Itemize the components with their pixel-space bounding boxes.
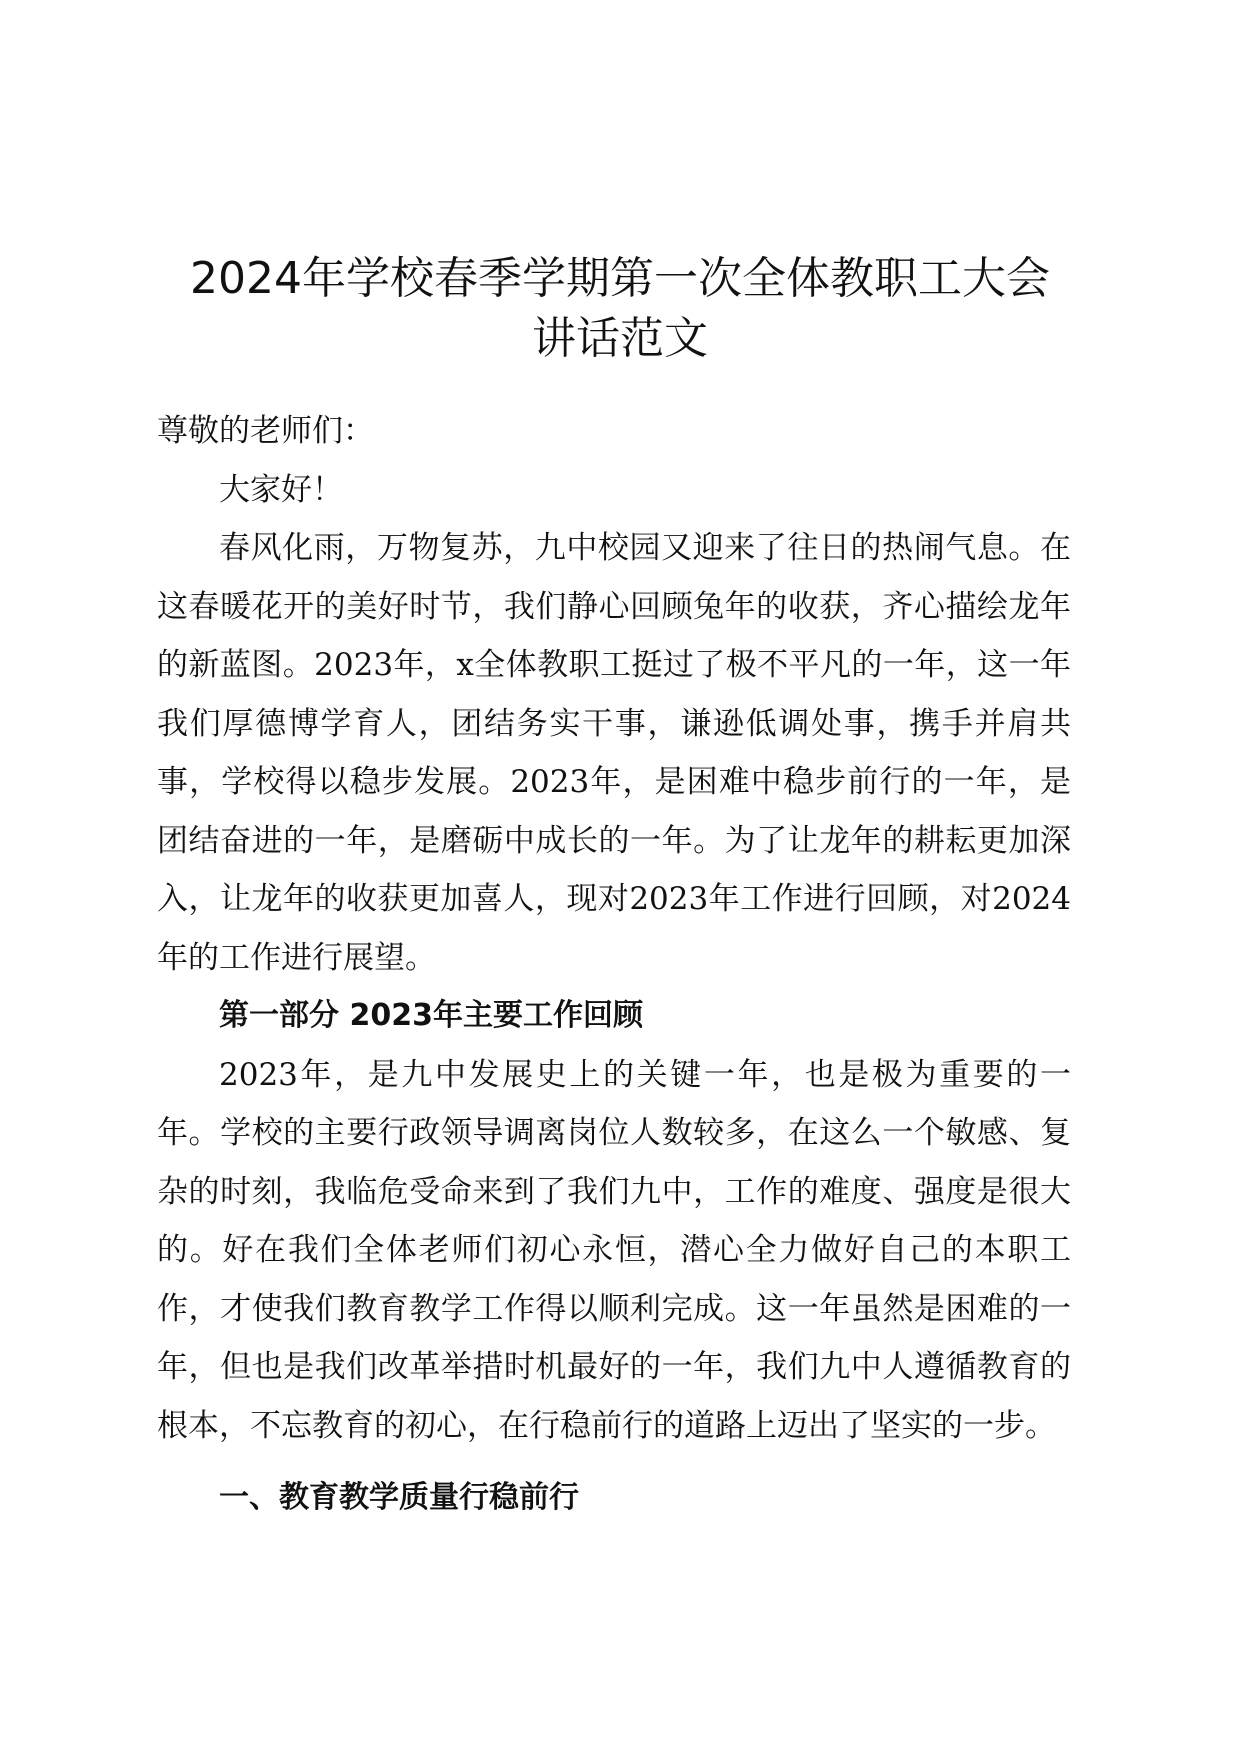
- paragraph-intro: 春风化雨，万物复苏，九中校园又迎来了往日的热闹气息。在这春暖花开的美好时节，我们静心回顾兔年的收获，齐心描绘龙年的新蓝图。2023年，x全体教职工挺过了极不平凡的一年，这一年我们厚德博学育人，团结务实干事，谦逊低调处事，携手并肩共事，学校得以稳步发展。2023年，是困难中稳步前行的一年，是团结奋进的一年，是磨砺中成长的一年。为了让龙年的耕耘更加深入，让龙年的收获更加喜人，现对2023年工作进行回顾，对2024年的工作进行展望。: [157, 530, 1071, 976]
- subsection-heading: 一、教育教学质量行稳前行: [219, 1480, 579, 1515]
- greeting: 大家好！: [219, 471, 343, 508]
- salutation: 尊敬的老师们：: [157, 413, 374, 449]
- document-title-line-1: 2024年学校春季学期第一次全体教职工大会: [190, 253, 1050, 304]
- section-heading: 第一部分 2023年主要工作回顾: [219, 998, 643, 1033]
- document-body: [157, 402, 1071, 1528]
- document-title-line-2: 讲话范文: [532, 313, 708, 364]
- paragraph-review: 2023年，是九中发展史上的关键一年，也是极为重要的一年。学校的主要行政领导调离岗位人数较多，在这么一个敏感、复杂的时刻，我临危受命来到了我们九中，工作的难度、强度是很大的。好在我们全体老师们初心永恒，潜心全力做好自己的本职工作，才使我们教育教学工作得以顺利完成。这一年虽然是困难的一年，但也是我们改革举措时机最好的一年，我们九中人遵循教育的根本，不忘教育的初心，在行稳前行的道路上迈出了坚实的一步。: [157, 1056, 1071, 1444]
